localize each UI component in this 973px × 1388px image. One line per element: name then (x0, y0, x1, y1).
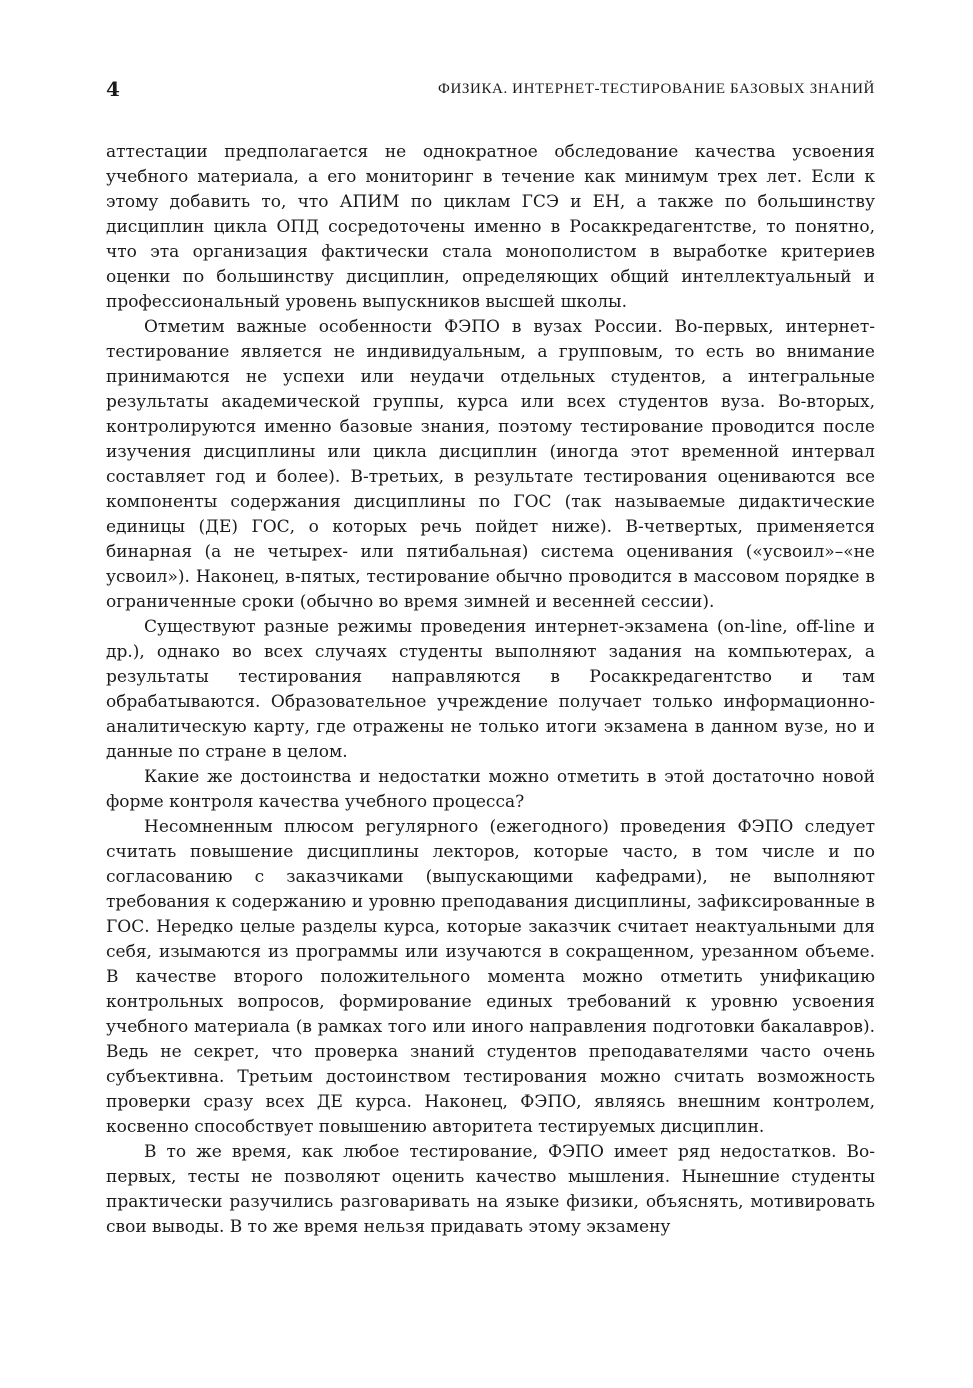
body-text (106, 140, 875, 1240)
page-header (106, 78, 875, 102)
paragraph: Какие же достоинства и недостатки можно отметить в этой достаточно новой форме контроля качества учебного процесса? (106, 767, 875, 812)
paragraph: Отметим важные особенности ФЭПО в вузах России. Во-первых, интернет-тестирование является не индивидуальным, а групповым, то есть во внимание принимаются не успехи или неудачи отдельных студентов, а интегральные результаты академической группы, курса или всех студентов вуза. Во-вторых, контролируются именно базовые знания, поэтому тестирование проводится после изучения дисциплины или цикла дисциплин (иногда этот временной интервал составляет год и более). В-третьих, в результате тестирования оцениваются все компоненты содержания дисциплины по ГОС (так называемые дидактические единицы (ДЕ) ГОС, о которых речь пойдет ниже). В-четвертых, применяется бинарная (а не четырех- или пятибальная) система оценивания («усвоил»–«не усвоил»). Наконец, в-пятых, тестирование обычно проводится в массовом порядке в ограниченные сроки (обычно во время зимней и весенней сессии). (106, 317, 875, 612)
paragraph: Несомненным плюсом регулярного (ежегодного) проведения ФЭПО следует считать повышение дисциплины лекторов, которые часто, в том числе и по согласованию с заказчиками (выпускающими кафедрами), не выполняют требования к содержанию и уровню преподавания дисциплины, зафиксированные в ГОС. Нередко целые разделы курса, которые заказчик считает неактуальными для себя, изымаются из программы или изучаются в сокращенном, урезанном объеме. В качестве второго положительного момента можно отметить унификацию контрольных вопросов, формирование единых требований к уровню усвоения учебного материала (в рамках того или иного направления подготовки бакалавров). Ведь не секрет, что проверка знаний студентов преподавателями часто очень субъективна. Третьим достоинством тестирования можно считать возможность проверки сразу всех ДЕ курса. Наконец, ФЭПО, являясь внешним контролем, косвенно способствует повышению авторитета тестируемых дисциплин. (106, 817, 875, 1137)
page-number: 4 (106, 77, 120, 101)
paragraph: аттестации предполагается не однократное обследование качества усвоения учебного материала, а его мониторинг в течение как минимум трех лет. Если к этому добавить то, что АПИМ по циклам ГСЭ и ЕН, а также по большинству дисциплин цикла ОПД сосредоточены именно в Росаккредагентстве, то понятно, что эта организация фактически стала монополистом в выработке критериев оценки по большинству дисциплин, определяющих общий интеллектуальный и профессиональный уровень выпускников высшей школы. (106, 142, 875, 312)
paragraph: Существуют разные режимы проведения интернет-экзамена (on-line, off-line и др.), однако во всех случаях студенты выполняют задания на компьютерах, а результаты тестирования направляются в Росаккредагентство и там обрабатываются. Образовательное учреждение получает только информационно-аналитическую карту, где отражены не только итоги экзамена в данном вузе, но и данные по стране в целом. (106, 617, 875, 762)
running-title: ФИЗИКА. ИНТЕРНЕТ-ТЕСТИРОВАНИЕ БАЗОВЫХ ЗНАНИЙ (438, 81, 875, 97)
paragraph: В то же время, как любое тестирование, ФЭПО имеет ряд недостатков. Во-первых, тесты не позволяют оценить качество мышления. Нынешние студенты практически разучились разговаривать на языке физики, объяснять, мотивировать свои выводы. В то же время нельзя придавать этому экзамену (106, 1142, 875, 1237)
